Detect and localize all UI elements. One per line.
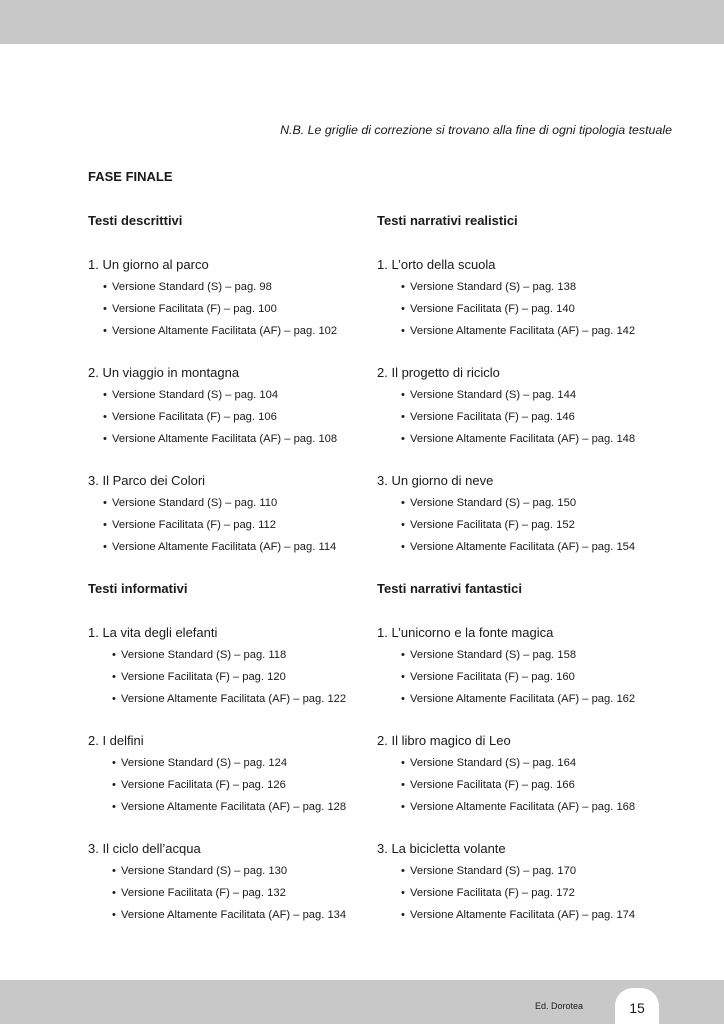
version-entry: • Versione Altamente Facilitata (AF) – pag. 168 <box>410 796 677 818</box>
section-title: Testi descrittivi <box>88 213 183 228</box>
publisher-label: Ed. Dorotea <box>535 1001 584 1011</box>
list-item <box>377 624 677 710</box>
item-title: 3. Un giorno di neve <box>377 473 494 488</box>
item-title: 3. Il Parco dei Colori <box>88 473 206 488</box>
version-entry: • Versione Standard (S) – pag. 118 <box>121 644 358 666</box>
version-entry: • Versione Facilitata (F) – pag. 100 <box>112 298 358 320</box>
phase-heading: FASE FINALE <box>88 169 173 184</box>
list-item <box>88 472 358 558</box>
version-entry: • Versione Facilitata (F) – pag. 166 <box>410 774 677 796</box>
version-list <box>88 644 358 710</box>
version-entry: • Versione Facilitata (F) – pag. 140 <box>410 298 677 320</box>
version-list <box>377 276 677 342</box>
list-item <box>377 256 677 342</box>
section-title: Testi narrativi fantastici <box>377 581 522 596</box>
version-entry: • Versione Standard (S) – pag. 170 <box>410 860 677 882</box>
list-item <box>377 364 677 450</box>
section-title: Testi narrativi realistici <box>377 213 518 228</box>
version-entry: • Versione Standard (S) – pag. 138 <box>410 276 677 298</box>
version-list <box>377 644 677 710</box>
version-entry: • Versione Facilitata (F) – pag. 112 <box>112 514 358 536</box>
item-title: 1. Un giorno al parco <box>88 257 209 272</box>
version-entry: • Versione Altamente Facilitata (AF) – pag. 114 <box>112 536 358 558</box>
version-list <box>88 276 358 342</box>
version-entry: • Versione Facilitata (F) – pag. 146 <box>410 406 677 428</box>
version-list <box>88 492 358 558</box>
version-entry: • Versione Standard (S) – pag. 150 <box>410 492 677 514</box>
version-list <box>88 384 358 450</box>
version-entry: • Versione Standard (S) – pag. 158 <box>410 644 677 666</box>
item-title: 2. I delfini <box>88 733 144 748</box>
header-band <box>0 0 724 44</box>
left-column <box>88 212 358 926</box>
version-entry: • Versione Altamente Facilitata (AF) – pag. 134 <box>121 904 358 926</box>
version-entry: • Versione Standard (S) – pag. 164 <box>410 752 677 774</box>
version-entry: • Versione Altamente Facilitata (AF) – pag. 122 <box>121 688 358 710</box>
version-entry: • Versione Facilitata (F) – pag. 126 <box>121 774 358 796</box>
version-list <box>377 492 677 558</box>
item-title: 2. Il libro magico di Leo <box>377 733 511 748</box>
item-title: 1. La vita degli elefanti <box>88 625 218 640</box>
right-column <box>377 212 677 926</box>
version-entry: • Versione Standard (S) – pag. 144 <box>410 384 677 406</box>
item-title: 2. Il progetto di riciclo <box>377 365 500 380</box>
list-item <box>88 364 358 450</box>
list-item <box>88 732 358 818</box>
version-entry: • Versione Standard (S) – pag. 124 <box>121 752 358 774</box>
section-realistic-narratives <box>377 212 677 558</box>
item-title: 1. L’orto della scuola <box>377 257 496 272</box>
version-entry: • Versione Altamente Facilitata (AF) – pag. 128 <box>121 796 358 818</box>
version-entry: • Versione Standard (S) – pag. 104 <box>112 384 358 406</box>
version-entry: • Versione Facilitata (F) – pag. 132 <box>121 882 358 904</box>
page-number: 15 <box>615 988 659 1024</box>
version-entry: • Versione Standard (S) – pag. 110 <box>112 492 358 514</box>
version-entry: • Versione Altamente Facilitata (AF) – pag. 142 <box>410 320 677 342</box>
version-list <box>377 384 677 450</box>
version-entry: • Versione Altamente Facilitata (AF) – pag. 108 <box>112 428 358 450</box>
version-entry: • Versione Standard (S) – pag. 130 <box>121 860 358 882</box>
version-list <box>377 860 677 926</box>
list-item <box>377 840 677 926</box>
grading-note: N.B. Le griglie di correzione si trovano alla fine di ogni tipologia testuale <box>280 123 672 137</box>
version-list <box>88 752 358 818</box>
version-list <box>88 860 358 926</box>
list-item <box>377 732 677 818</box>
item-title: 3. La bicicletta volante <box>377 841 506 856</box>
section-fantasy-narratives <box>377 580 677 926</box>
version-entry: • Versione Facilitata (F) – pag. 120 <box>121 666 358 688</box>
version-entry: • Versione Standard (S) – pag. 98 <box>112 276 358 298</box>
list-item <box>377 472 677 558</box>
version-entry: • Versione Altamente Facilitata (AF) – pag. 174 <box>410 904 677 926</box>
version-entry: • Versione Altamente Facilitata (AF) – pag. 162 <box>410 688 677 710</box>
version-entry: • Versione Facilitata (F) – pag. 172 <box>410 882 677 904</box>
version-entry: • Versione Altamente Facilitata (AF) – pag. 148 <box>410 428 677 450</box>
item-title: 2. Un viaggio in montagna <box>88 365 240 380</box>
list-item <box>88 256 358 342</box>
list-item <box>88 624 358 710</box>
version-entry: • Versione Altamente Facilitata (AF) – pag. 154 <box>410 536 677 558</box>
section-informative-texts <box>88 580 358 926</box>
version-entry: • Versione Facilitata (F) – pag. 152 <box>410 514 677 536</box>
version-list <box>377 752 677 818</box>
version-entry: • Versione Facilitata (F) – pag. 106 <box>112 406 358 428</box>
version-entry: • Versione Facilitata (F) – pag. 160 <box>410 666 677 688</box>
section-descriptive-texts <box>88 212 358 558</box>
item-title: 1. L’unicorno e la fonte magica <box>377 625 554 640</box>
list-item <box>88 840 358 926</box>
version-entry: • Versione Altamente Facilitata (AF) – pag. 102 <box>112 320 358 342</box>
section-title: Testi informativi <box>88 581 188 596</box>
item-title: 3. Il ciclo dell’acqua <box>88 841 201 856</box>
